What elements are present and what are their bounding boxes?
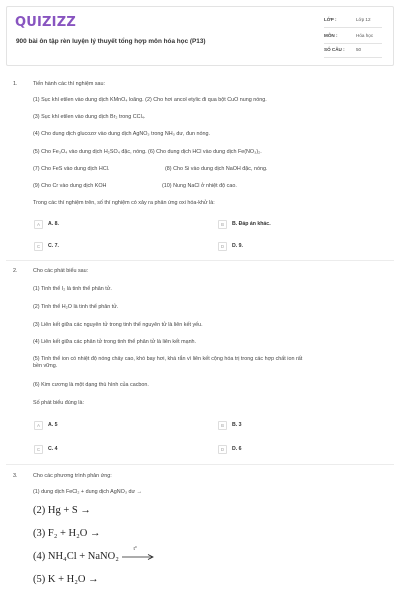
statement-line: (4) Cho dung dịch glucozơ vào dung dịch AgNO₃ trong NH₃ dư, đun nóng. <box>33 131 210 137</box>
statement-line: (7) Cho FeS vào dung dịch HCl. <box>33 166 110 172</box>
option-key: B <box>218 220 227 229</box>
statement-line: (6) Kim cương là một dạng thù hình của cacbon. <box>33 382 149 388</box>
option-text: C. 4 <box>48 446 58 453</box>
question-number: 3. <box>13 473 18 479</box>
grade-value: Lớp 12 <box>356 17 371 22</box>
statement-line: (2) Tinh thể H₂O là tinh thể phân tử. <box>33 304 119 310</box>
statement-line: (1) dung dịch FeCl₂ + dung dịch AgNO₃ dư → <box>33 489 143 495</box>
statement-line: (5) Tinh thể ion có nhiệt độ nóng chảy cao, khó bay hơi, khá rắn vì liên kết cộng hóa trị trong các hợp chất ion rất <box>33 356 303 362</box>
meta-divider <box>324 57 382 58</box>
question-divider <box>6 464 394 465</box>
option-b[interactable] <box>218 220 271 229</box>
equation-4-reactants: (4) NH₄Cl + NaNO₂ <box>33 551 119 562</box>
option-d[interactable] <box>218 445 242 454</box>
option-key: A <box>34 220 43 229</box>
meta-divider <box>324 43 382 44</box>
question-intro: Cho các phát biểu sau: <box>33 268 89 274</box>
option-key: C <box>34 445 43 454</box>
question-count-value: 50 <box>356 47 362 52</box>
option-text: B. 3 <box>232 422 242 429</box>
option-c[interactable] <box>34 242 59 251</box>
subject-row <box>324 33 388 39</box>
option-b[interactable] <box>218 421 242 430</box>
option-text: A. 8. <box>48 221 59 228</box>
option-text: D. 9. <box>232 243 243 250</box>
question-number: 1. <box>13 81 18 87</box>
arrow-icon <box>121 553 155 561</box>
statement-line: (9) Cho Cr vào dung dịch KOH <box>33 183 107 189</box>
statement-line: bền vững. <box>33 363 58 369</box>
statement-line: (3) Sục khí etilen vào dung dịch Br₂ trong CCl₄. <box>33 114 146 120</box>
equation-5: (5) K + H₂O → <box>33 574 99 585</box>
option-text: D. 6 <box>232 446 242 453</box>
equation-2: (2) Hg + S → <box>33 505 91 516</box>
question-prompt: Số phát biểu đúng là: <box>33 400 84 406</box>
question-prompt: Trong các thí nghiệm trên, số thí nghiệm có xảy ra phản ứng oxi hóa-khử là: <box>33 200 215 206</box>
equation-3: (3) F₂ + H₂O → <box>33 528 101 539</box>
option-key: C <box>34 242 43 251</box>
option-key: D <box>218 445 227 454</box>
question-intro: Tiến hành các thí nghiệm sau: <box>33 81 106 87</box>
grade-label: LỚP : <box>324 17 337 22</box>
option-key: D <box>218 242 227 251</box>
grade-row <box>324 17 388 23</box>
option-text: B. Đáp án khác. <box>232 221 271 228</box>
statement-line: (1) Sục khí etilen vào dung dịch KMnO₄ loãng. (2) Cho hơi ancol etylic đi qua bột CuO nung nóng. <box>33 97 267 103</box>
question-intro: Cho các phương trình phản ứng: <box>33 473 112 479</box>
option-d[interactable] <box>218 242 243 251</box>
statement-line: (8) Cho Si vào dung dịch NaOH đặc, nóng. <box>165 166 268 172</box>
question-divider <box>6 260 394 261</box>
question-number: 2. <box>13 268 18 274</box>
quizizz-logo: QUIZIZZ <box>15 15 76 30</box>
option-key: A <box>34 421 43 430</box>
question-count-row <box>324 47 388 53</box>
option-key: B <box>218 421 227 430</box>
statement-line: (10) Nung NaCl ở nhiệt độ cao. <box>162 183 237 189</box>
statement-line: (4) Liên kết giữa các phân tử trong tinh thể phân tử là liên kết mạnh. <box>33 339 197 345</box>
option-text: A. 5 <box>48 422 58 429</box>
option-c[interactable] <box>34 445 58 454</box>
option-a[interactable] <box>34 421 58 430</box>
option-a[interactable] <box>34 220 59 229</box>
statement-line: (5) Cho Fe₃O₄ vào dung dịch H₂SO₄ đặc, nóng. (6) Cho dung dịch HCl vào dung dịch Fe(NO₃)₂. <box>33 149 262 155</box>
meta-divider <box>324 27 382 28</box>
document-title: 900 bài ôn tập rèn luyện lý thuyết tổng hợp môn hóa học (P13) <box>16 38 206 45</box>
subject-value: Hóa học <box>356 33 374 38</box>
equation-4 <box>33 546 155 563</box>
statement-line: (1) Tinh thể I₂ là tinh thể phân tử. <box>33 286 112 292</box>
option-text: C. 7. <box>48 243 59 250</box>
heat-arrow <box>121 546 155 561</box>
question-count-label: SỐ CÂU : <box>324 47 345 52</box>
statement-line: (3) Liên kết giữa các nguyên tử trong tinh thể nguyên tử là liên kết yếu. <box>33 322 203 328</box>
subject-label: MÔN : <box>324 33 338 38</box>
heat-condition: t° <box>133 546 137 552</box>
